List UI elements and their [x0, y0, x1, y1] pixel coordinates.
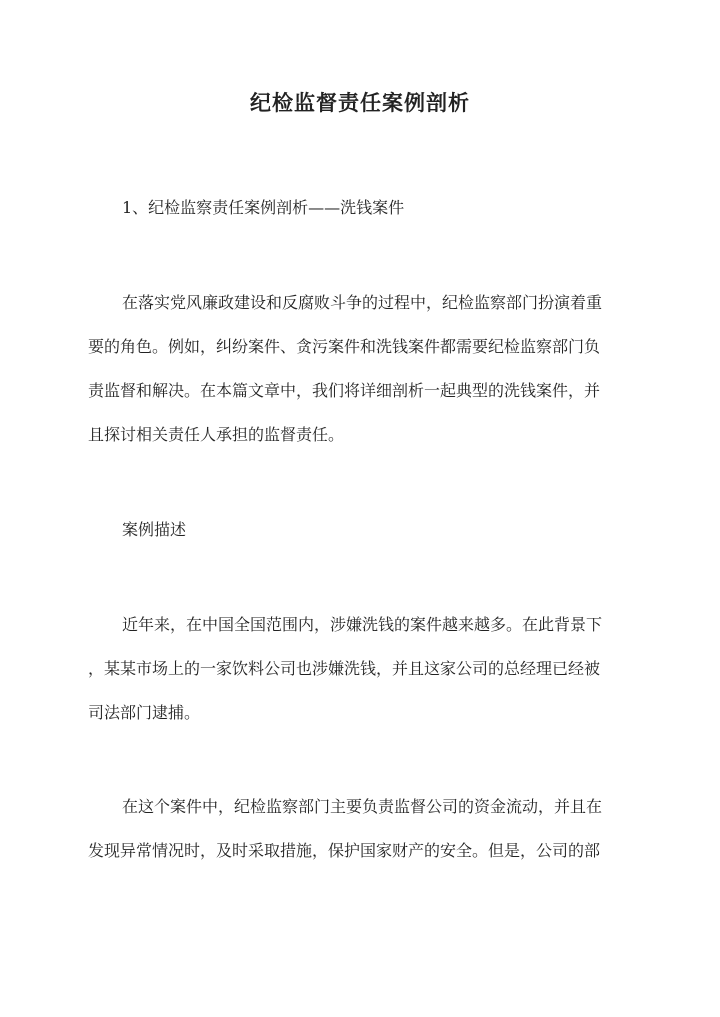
paragraph1-line: 责监督和解决。在本篇文章中，我们将详细剖析一起典型的洗钱案件，并: [88, 381, 601, 400]
paragraph1-line: 且探讨相关责任人承担的监督责任。: [88, 425, 345, 444]
section-heading: 1、纪检监察责任案例剖析——洗钱案件: [122, 198, 405, 217]
paragraph1-line: 要的角色。例如，纠纷案件、贪污案件和洗钱案件都需要纪检监察部门负: [88, 337, 601, 356]
paragraph2-line: 近年来，在中国全国范围内，涉嫌洗钱的案件越来越多。在此背景下: [122, 615, 603, 634]
subheading: 案例描述: [122, 520, 187, 539]
document-title: 纪检监督责任案例剖析: [250, 90, 470, 115]
paragraph2-line: 司法部门逮捕。: [88, 703, 201, 722]
paragraph2-line: ，某某市场上的一家饮料公司也涉嫌洗钱，并且这家公司的总经理已经被: [88, 659, 601, 678]
paragraph3-line: 发现异常情况时，及时采取措施，保护国家财产的安全。但是，公司的部: [88, 841, 601, 860]
paragraph1-line: 在落实党风廉政建设和反腐败斗争的过程中，纪检监察部门扮演着重: [122, 293, 603, 312]
paragraph3-line: 在这个案件中，纪检监察部门主要负责监督公司的资金流动，并且在: [122, 797, 603, 816]
